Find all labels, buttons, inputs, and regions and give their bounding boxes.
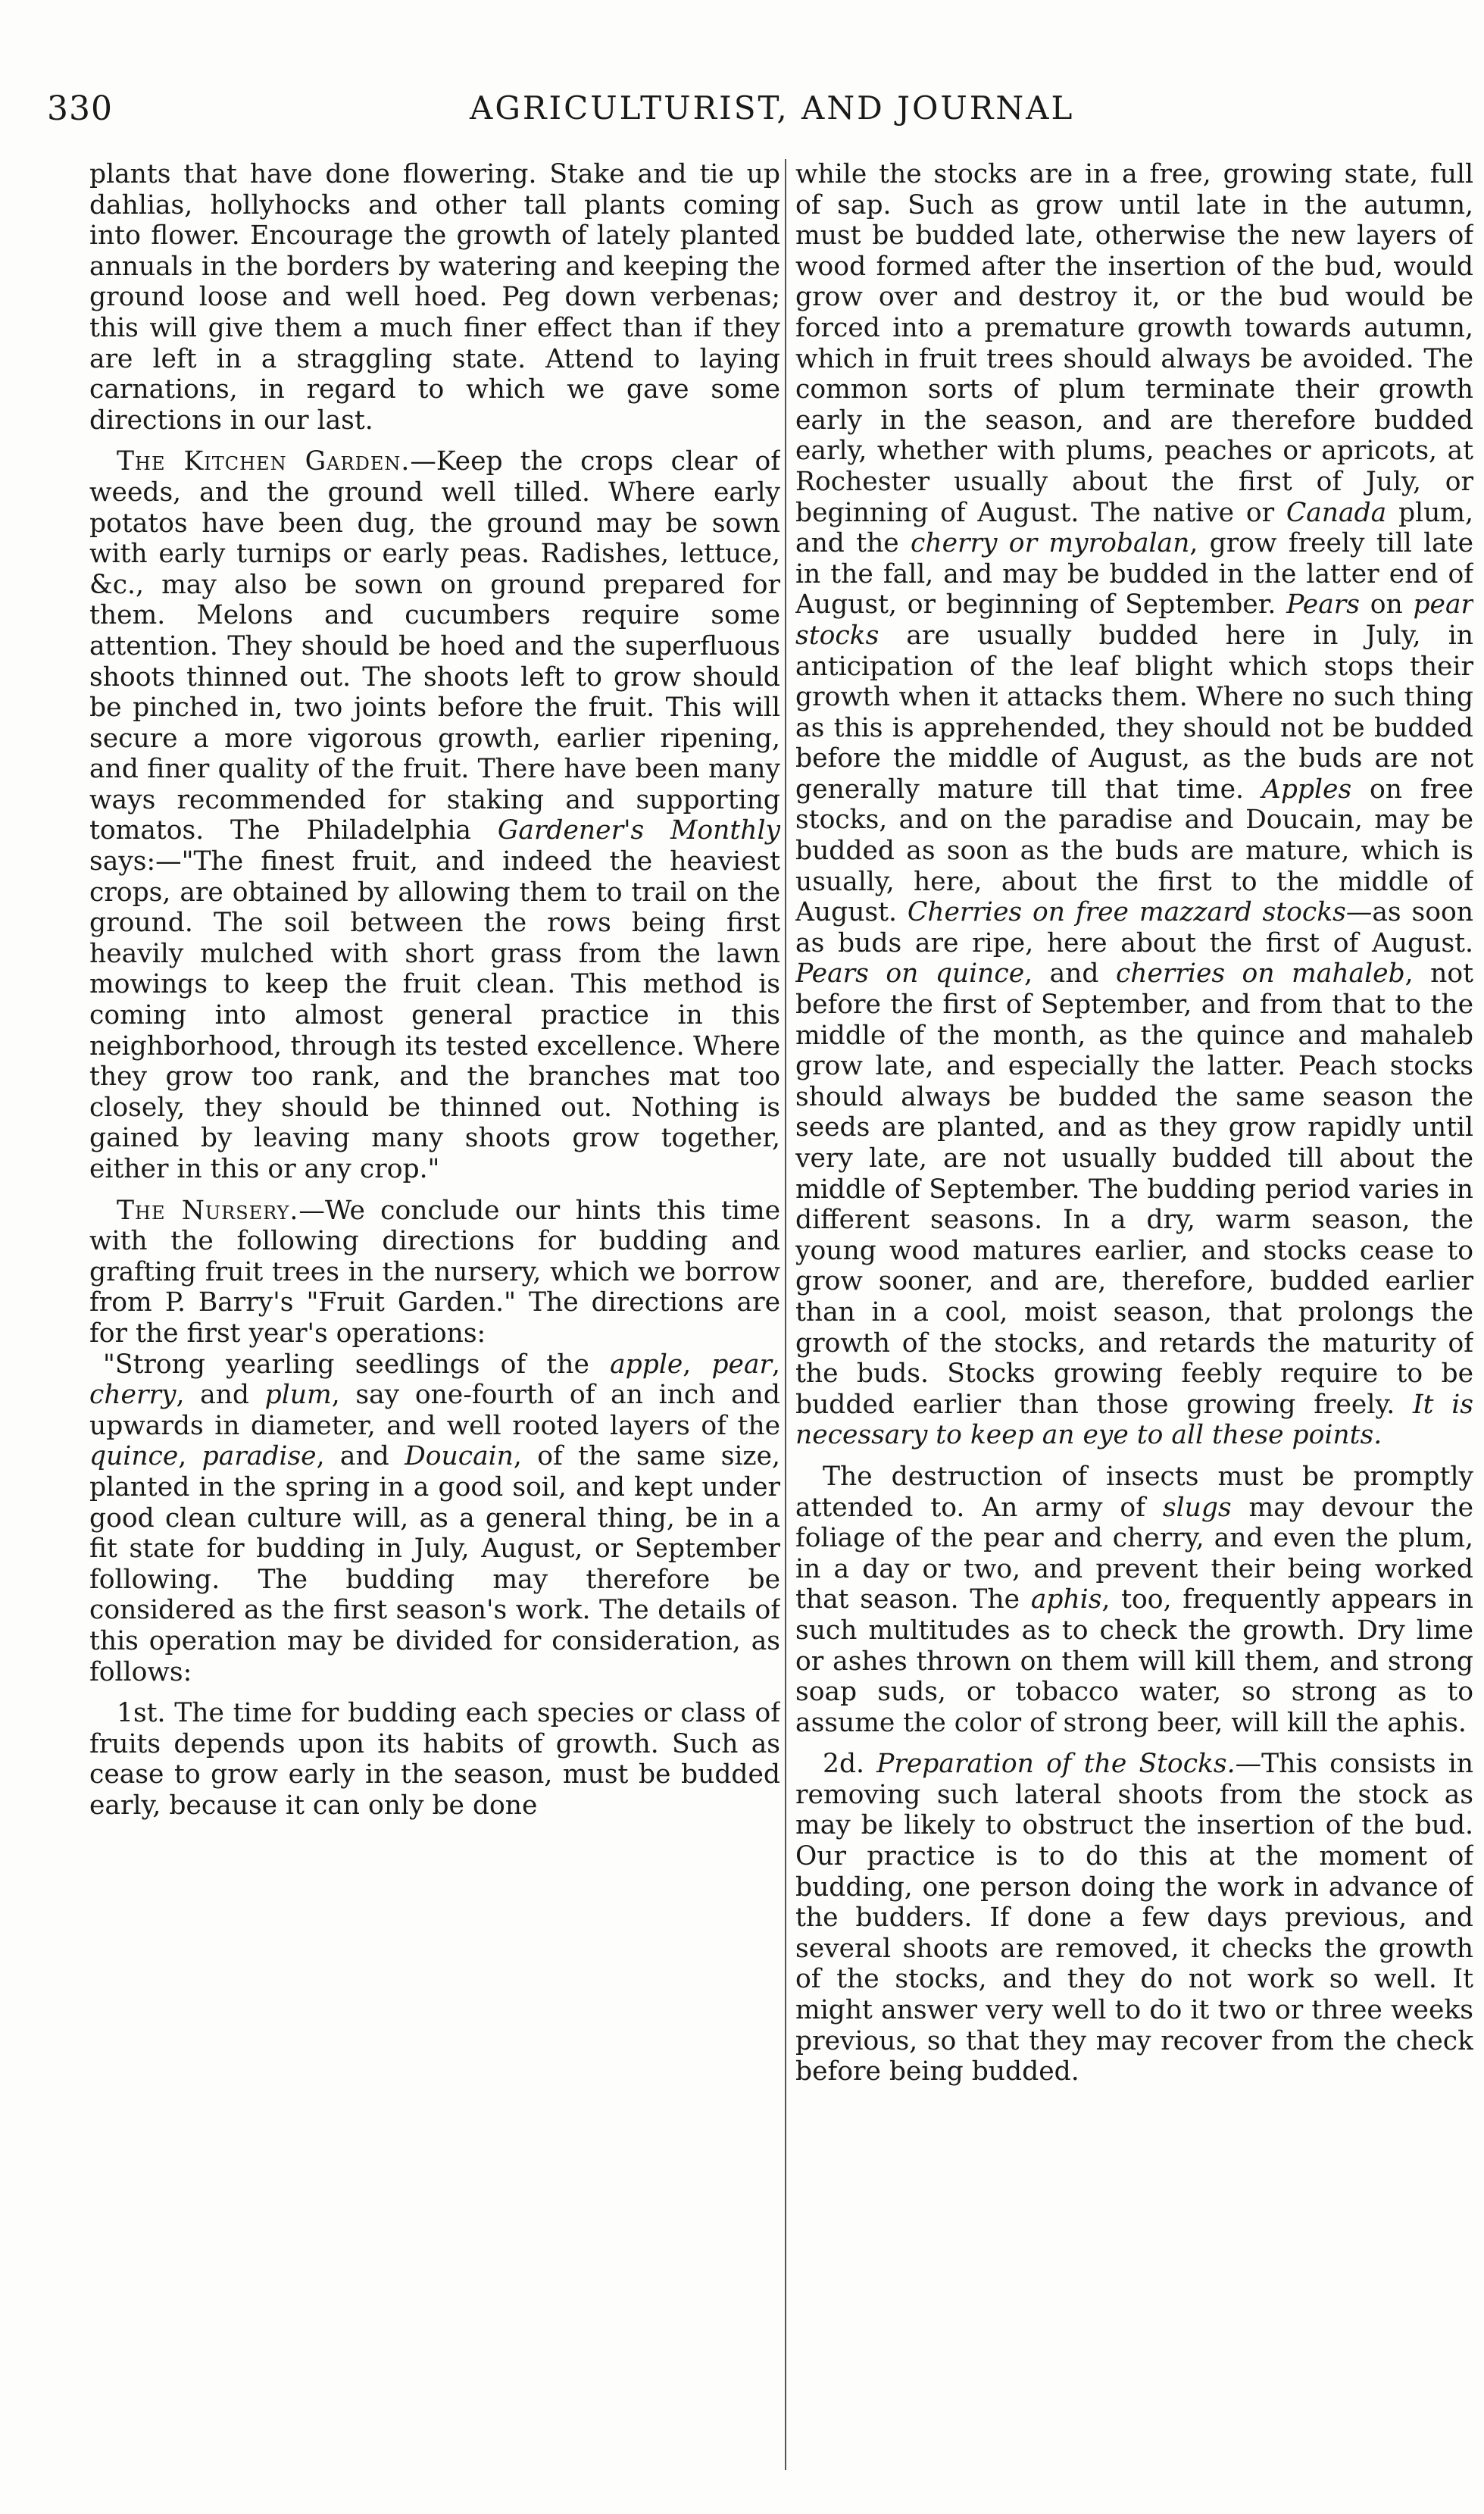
italic-apple: apple [610, 1349, 683, 1380]
italic-gardeners-monthly: Gardener's Monthly [497, 815, 780, 846]
budding-text-a: while the stocks are in a free, growing state, full of sap. Such as grow until late in the autumn, must be budded late, otherwise the new layers of wood formed after the insertion of the bud, would grow over and destroy it, or the bud would be forced into a premature growth towards autumn, which in fruit trees should always be avoided. The common sorts of plum terminate their growth early in the season, and are therefore budded early, whether with plums, peaches or apricots, at Rochester usually about the first of July, or beginning of August. The native or [795, 159, 1473, 528]
italic-cherry-myrobalan: cherry or myrobalan [911, 528, 1190, 559]
italic-quince: quince [89, 1441, 179, 1472]
preparation-text-a: 2d. [823, 1749, 877, 1780]
budding-text-c: , grow freely till late in the fall, and may be budded in the latter end of August, or beginning of September. [795, 528, 1473, 621]
italic-it-is-necessary: It is necessary to keep an eye to all these points. [795, 1389, 1473, 1451]
section-heading-nursery: The Nursery. [117, 1195, 299, 1226]
seedlings-text-b: , [683, 1349, 712, 1380]
seedlings-text-a: "Strong yearling seedlings of the [103, 1349, 611, 1380]
italic-paradise: paradise [202, 1441, 317, 1472]
italic-cherries-mahaleb: cherries on mahaleb [1115, 958, 1405, 990]
budding-text-d: on [1359, 589, 1414, 621]
paragraph-budding-times [795, 159, 1473, 1451]
left-column [89, 159, 780, 2493]
italic-canada: Canada [1286, 497, 1387, 528]
italic-cherries-mazzard: Cherries on free mazzard stocks [907, 897, 1346, 928]
italic-apples: Apples [1261, 774, 1352, 805]
insects-text-a: The destruction of insects must be promptly attended to. An army of [795, 1461, 1473, 1523]
running-head [0, 89, 1484, 150]
paragraph-first-timing: 1st. The time for budding each species or class of fruits depends upon its habits of growth. Such as cease to grow early in the season, must be budded early, because it can only be done [89, 1698, 780, 1821]
paragraph-insects [795, 1462, 1473, 1738]
column-divider [785, 159, 786, 2470]
italic-pear-stocks: pear stocks [795, 589, 1473, 651]
right-column [795, 159, 1473, 2493]
seedlings-text-h: , of the same size, planted in the spring in a good soil, and kept under good clean culture will, as a general thing, be in a fit state for budding in July, August, or September following. The budding may therefore be considered as the first season's work. The details of this operation may be divided for consideration, as follows: [89, 1441, 780, 1687]
budding-text-b: plum, and the [795, 497, 1473, 559]
preparation-text-b: —This consists in removing such lateral shoots from the stock as may be likely to obstruct the insertion of the bud. Our practice is to do this at the moment of budding, one person doing the work in advance of the budders. If done a few days previous, and several shoots are removed, it checks the growth of the stocks, and they do not work so well. It might answer very well to do it two or three weeks previous, so that they may recover from the check before being budded. [795, 1749, 1473, 2087]
budding-text-i: , not before the first of September, and from that to the middle of the month, as the quince and mahaleb grow late, and especially the latter. Peach stocks should always be budded the same season the seeds are planted, and as they grow rapidly until very late, are not usually budded till about the middle of September. The budding period varies in different seasons. In a dry, warm season, the young wood matures earlier, and stocks cease to grow sooner, and are, therefore, budded earlier than in a cool, moist season, that prolongs the growth of the stocks, and retards the maturity of the buds. Stocks growing feebly require to be budded earlier than those growing freely. [795, 958, 1473, 1420]
italic-plum: plum [264, 1380, 332, 1411]
insects-text-c: , too, frequently appears in such multitudes as to check the growth. Dry lime or ashes thrown on them will kill them, and strong soap suds, or tobacco water, so strong as to assume the color of strong beer, will kill the aphis. [795, 1584, 1473, 1738]
page-number: 330 [47, 89, 113, 128]
paragraph-flowers: plants that have done flowering. Stake and tie up dahlias, hollyhocks and other tall plants coming into flower. Encourage the growth of lately planted annuals in the borders by watering and keeping the ground loose and well hoed. Peg down verbenas; this will give them a much finer effect than if they are left in a straggling state. Attend to laying carnations, in regard to which we gave some directions in our last. [89, 159, 780, 436]
page-title: AGRICULTURIST, AND JOURNAL [470, 89, 1075, 127]
seedlings-text-c: , [772, 1349, 780, 1380]
paragraph-nursery [89, 1196, 780, 1349]
italic-pear: pear [711, 1349, 773, 1380]
section-heading-kitchen-garden: The Kitchen Garden. [117, 446, 411, 477]
seedlings-text-f: , [178, 1441, 202, 1472]
italic-pears: Pears [1286, 589, 1360, 621]
paragraph-kitchen-garden [89, 446, 780, 1184]
italic-slugs: slugs [1162, 1492, 1232, 1523]
paragraph-seedlings [89, 1349, 780, 1688]
italic-aphis: aphis [1030, 1584, 1102, 1615]
paragraph-preparation [795, 1749, 1473, 2087]
seedlings-text-e: , say one-fourth of an inch and upwards in diameter, and well rooted layers of the [89, 1380, 780, 1441]
kitchen-garden-text: —Keep the crops clear of weeds, and the ground well tilled. Where early potatos have been dug, the ground may be sown with early turnips or early peas. Radishes, lettuce, &c., may also be sown on ground prepared for them. Melons and cucumbers require some attention. They should be hoed and the superfluous shoots thinned out. The shoots left to grow should be pinched in, two joints before the fruit. This will secure a more vigorous growth, earlier ripening, and finer quality of the fruit. There have been many ways recommended for staking and supporting tomatos. The Philadelphia [89, 446, 780, 846]
budding-text-f: on free stocks, and on the paradise and Doucain, may be budded as soon as the buds are mature, which is usually, here, about the first to the middle of August. [795, 774, 1473, 928]
italic-preparation-heading: Preparation of the Stocks. [876, 1749, 1236, 1780]
nursery-text: —We conclude our hints this time with the following directions for budding and grafting fruit trees in the nursery, which we borrow from P. Barry's "Fruit Garden." The directions are for the first year's operations: [89, 1195, 780, 1349]
italic-cherry: cherry [89, 1380, 177, 1411]
budding-text-g: —as soon as buds are ripe, here about the first of August. [795, 897, 1473, 958]
kitchen-garden-quote: says:—"The finest fruit, and indeed the heaviest crops, are obtained by allowing them to trail on the ground. The soil between the rows being first heavily mulched with short grass from the lawn mowings to keep the fruit clean. This method is coming into almost general practice in this neighborhood, through its tested excellence. Where they grow too rank, and the branches mat too closely, they should be thinned out. Nothing is gained by leaving many shoots grow together, either in this or any crop." [89, 846, 780, 1184]
budding-text-h: , and [1024, 958, 1116, 990]
insects-text-b: may devour the foliage of the pear and cherry, and even the plum, in a day or two, and prevent their being worked that season. The [795, 1492, 1473, 1615]
seedlings-text-g: , and [316, 1441, 405, 1472]
budding-text-e: are usually budded here in July, in anticipation of the leaf blight which stops their growth when it attacks them. Where no such thing as this is apprehended, they should not be budded before the middle of August, as the buds are not generally mature till that time. [795, 620, 1473, 805]
italic-pears-quince: Pears on quince [795, 958, 1025, 990]
italic-doucain: Doucain [405, 1441, 514, 1472]
seedlings-text-d: , and [176, 1380, 265, 1411]
